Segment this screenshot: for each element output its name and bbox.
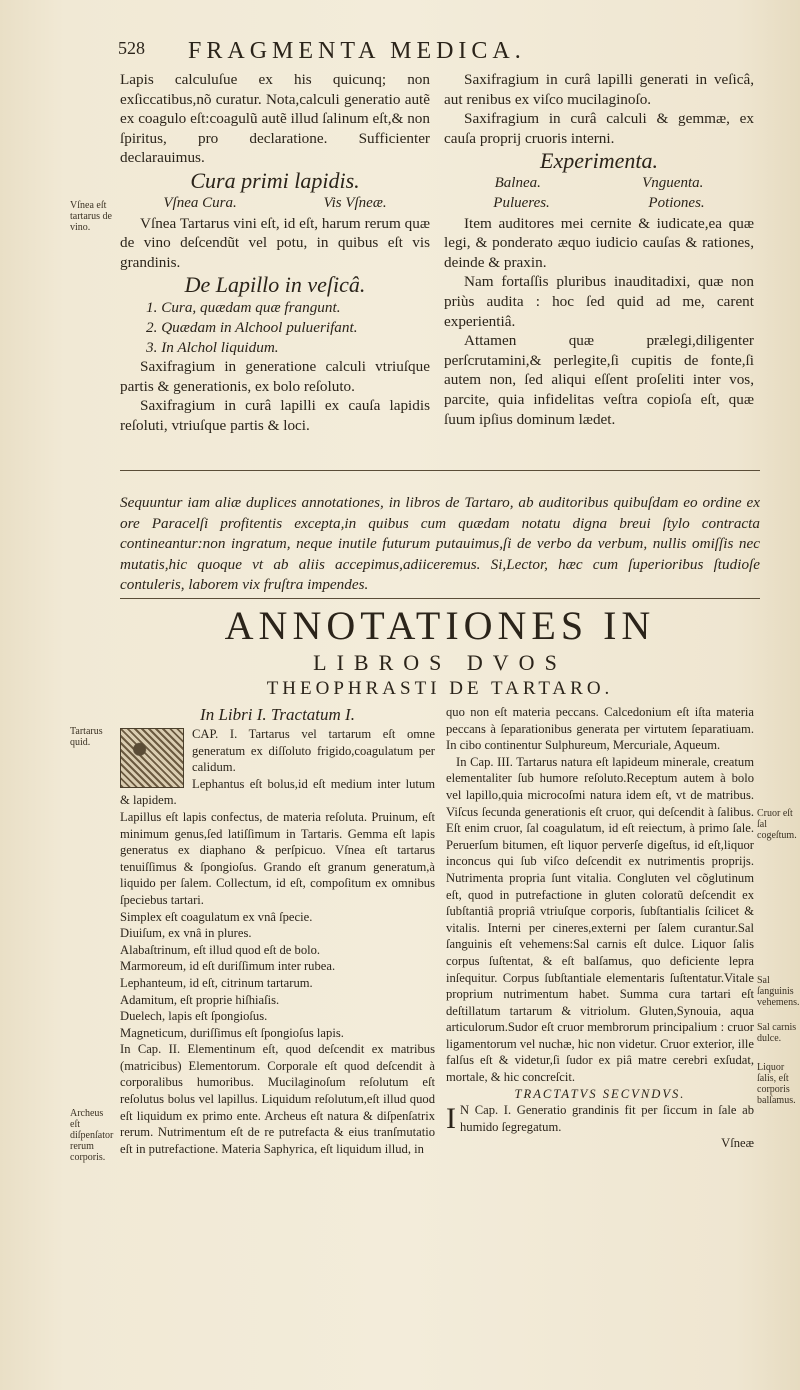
- paragraph: Saxifragium in curâ lapilli generati in veſicâ, aut renibus ex viſco mucilaginoſo.: [444, 71, 754, 108]
- transition-paragraph: Sequuntur iam aliæ duplices annotationes, in libros de Tartaro, ab auditoribus quibuſdam eo ordine ex ore Paracelſi profitentis excepta,in quibus cum quædam notatu digna breui ſtylo contracta contineantur:non ingratum, neque inutile futurum putauimus,ſi de verbo da verbum, nullis omiſſis nec mutatis,hic quoque vt ab aliis accepimus,adiiceremus. Si,Lector, hæc cum ſuperioribus ſtudioſe contuleris, laborem vix fruſtra impendes.: [120, 494, 760, 594]
- paragraph: Item auditores mei cernite & iudicate,ea quæ legi, & ponderato æquo iudicio cauſas & rationes, deinde & praxin.: [444, 214, 754, 271]
- definition: Diuiſum, ex vnâ in plures.: [120, 926, 252, 941]
- subheading: Vnguenta.: [642, 175, 704, 192]
- subheading: Pulueres.: [493, 194, 550, 211]
- margin-note: Cruor eſt ſal cogeſtum.: [757, 808, 797, 841]
- paragraph: Nam fortaſſis pluribus inauditadixi, quæ non priùs audita : hoc ſed quid ad me, carent experientiâ.: [444, 273, 754, 330]
- paragraph: Lapis calculuſue ex his quicunq; non exſiccatibus,nõ curatur. Nota,calculi generatio autẽ ex coagulo eſt:coagulũ autẽ illud ſalinum eſt,& non ſpiritus, pro declaratione. Sufficienter declarauimus.: [120, 71, 430, 167]
- paragraph: [446, 1102, 754, 1135]
- tractatus-heading: TRACTATVS SECVNDVS.: [514, 1086, 686, 1101]
- paragraph: In Cap. III. Tartarus natura eſt lapideum minerale, creatum elementaliter ſub humore reſoluto.Receptum autem à bolo vel lapillo,quia microcoſmi natura idem eſt, vt de matribus. Viſcus ſecunda generationis eſt cruor, qui deſcendit à ſalibus. Eſt enim cruor, ſal coagulatum, id eſt reiectum, à primo ſale. Peruerſum bitumen, eſt liquor perverſe digeſtus, id eſt,liquor inconcus qui ſub viſco deſcendit ex nutrimentis proprijs. Nutrimenta propria ſunt vitalia. Congluten vel cõglutinum eſt, quod in putrefactione in gluten coloratũ deſcendit ex ſubſtantiâ propriâ vtriuſque corporis, ſubſtantialis ſcilicet & vitalis. Interni per cineres,externi per ſalem curantur.Sal ſanguinis eſt vehemens:Sal carnis eſt dulce. Liquor ſalis corpus ſuſtentat, & eſt balſamus, quo deficiente lepra inſequitur. Corpus ſubſtantiale elementaris ſuſtentatur.Vitale proprium nutrimentum habet. Summa cura tartari eſt deſtillatum tartarum & vitriolum. Gluten,Synouia, aqua articulorum.Sudor eſt cruor membrorum principalium : cruor ligamentorum vel nuchæ, hic non videtur. Cruor exterior, ille falſus eſt & videtur,ſi ſudor ex piâ matre cerebri exſudat, mortale, & hic concreſcit.: [446, 754, 754, 1085]
- paragraph: CAP. I. Tartarus vel tartarum eſt omne generatum ex diſſoluto frigido,coagulatum per calidum.: [192, 727, 435, 775]
- subheading: Vſnea Cura.: [163, 194, 237, 211]
- definition: Adamitum, eſt proprie hiſhiaſis.: [120, 992, 280, 1007]
- paragraph: Vſnea Tartarus vini eſt, id eſt, harum rerum quæ de vino deſcendũt vel potu, in quibus eſt vis grandinis.: [120, 214, 430, 271]
- divider-rule: [120, 470, 760, 471]
- heading-pair: [444, 174, 754, 194]
- definition: Duelech, lapis eſt ſpongioſus.: [120, 1009, 268, 1024]
- right-column-top: [444, 70, 754, 429]
- running-head: [118, 38, 758, 68]
- paragraph: Attamen quæ prælegi,diligenter perſcrutamini,& perlegite,ſi cupitis de fonte,ſi autem non, ſed aliqui eſſent proſeliti inter vos, parcite, quia infidelitas veſtra copioſa eſt, quæ ſuum ipſius dominum lædet.: [444, 332, 754, 428]
- heading-pair: [444, 194, 754, 214]
- definition: Alabaſtrinum, eſt illud quod eſt de bolo.: [120, 942, 321, 957]
- running-title: FRAGMENTA MEDICA.: [188, 38, 526, 64]
- drop-capital: I: [446, 1102, 456, 1136]
- margin-note: Archeus eſt diſpenſator rerum corporis.: [70, 1108, 114, 1163]
- paragraph: Lephantus eſt bolus,id eſt medium inter lutum & lapidem.: [120, 776, 435, 808]
- subheading: Balnea.: [494, 175, 541, 192]
- paragraph: Saxifragium in curâ lapilli ex cauſa lapidis reſoluti, vtriuſque partis & loci.: [120, 397, 430, 434]
- list-item: 1. Cura, quædam quæ frangunt.: [146, 299, 341, 317]
- subheading: Vis Vſneæ.: [323, 194, 387, 211]
- right-column-bottom: [446, 704, 754, 1152]
- margin-note: Sal ſanguinis vehemens.: [757, 975, 800, 1008]
- left-column-bottom: [120, 704, 435, 1157]
- paragraph: quo non eſt materia peccans. Calcedonium eſt iſta materia peccans à ſeparationibus generata per virtutem ſeparatiuam. In cibo continentur Sulphureum, Mercuriale, Aqueum.: [446, 705, 754, 753]
- divider-rule: [120, 598, 760, 599]
- definition: Marmoreum, id eſt duriſſimum inter rubea.: [120, 959, 336, 974]
- catchword: Vſneæ: [721, 1136, 754, 1151]
- margin-note: Vſnea eſt tartarus de vino.: [70, 200, 112, 233]
- margin-note: Liquor ſalis, eſt corporis balſamus.: [757, 1062, 796, 1106]
- list-item: 3. In Alchol liquidum.: [146, 338, 279, 356]
- paragraph: Lapillus eſt lapis confectus, de materia reſoluta. Pruinum, eſt minimum genus,ſed latiſſimum in Tartaris. Gemma eſt lapis generatus ex diaphano & perſpicuo. Vſnea eſt tartarus tenuiſſimus & ſpongioſus. Grando eſt granum generatum,à liquido per ſalem. Collectum, id eſt, compoſitum ex omnibus ſpeciebus tartari.: [120, 809, 435, 907]
- margin-note: Tartarus quid.: [70, 726, 103, 748]
- margin-note: Sal carnis dulce.: [757, 1022, 797, 1044]
- annotations-subtitle-2: THEOPHRASTI DE TARTARO.: [266, 678, 614, 699]
- section-heading: De Lapillo in veſicâ.: [184, 272, 366, 298]
- ornamental-woodcut: [120, 728, 184, 788]
- annotations-subtitle: LIBROS DVOS: [313, 650, 567, 675]
- section-heading: In Libri I. Tractatum I.: [200, 705, 355, 724]
- paragraph: Saxifragium in curâ calculi & gemmæ, ex cauſa proprij cruoris interni.: [444, 110, 754, 147]
- paragraph: In Cap. II. Elementinum eſt, quod deſcendit ex matribus (matricibus) Elementorum. Corporale eſt quod deſcendit à corporalibus humoribus. Mucilaginoſum reſolutum eſt reſolutus bolus vel lapillus. Liquidum reſolutum,eſt illud quod eſt liquidum ex primo ente. Archeus eſt natura & diſpenſatrix rerum. Nutrimentum eſt de re putrefacta & eius tranſmutatio eſt in putrefactione. Materia Saphyrica, eſt liquidum illud, in: [120, 1042, 435, 1156]
- paragraph: Saxifragium in generatione calculi vtriuſque partis & generationis, ex bolo reſoluto.: [120, 358, 430, 395]
- heading-pair: [120, 194, 430, 214]
- subheading: Potiones.: [648, 194, 705, 211]
- paragraph-text: N Cap. I. Generatio grandinis fit per ſiccum in ſale ab humido ſegregatum.: [460, 1103, 754, 1134]
- page-number: 528: [118, 38, 145, 58]
- list-item: 2. Quædam in Alchool puluerifant.: [146, 318, 358, 336]
- section-heading: Experimenta.: [540, 148, 658, 174]
- definition: Simplex eſt coagulatum ex vnâ ſpecie.: [120, 909, 313, 924]
- definition: Lephanteum, id eſt, citrinum tartarum.: [120, 975, 313, 990]
- left-column-top: [120, 70, 430, 436]
- definition: Magneticum, duriſſimus eſt ſpongioſus lapis.: [120, 1025, 344, 1040]
- section-heading: Cura primi lapidis.: [190, 167, 360, 193]
- annotations-title: ANNOTATIONES IN: [224, 603, 656, 648]
